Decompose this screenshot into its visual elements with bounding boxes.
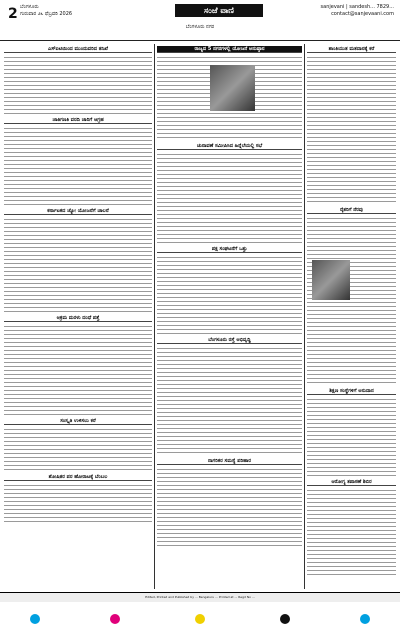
- article-body: [4, 483, 152, 523]
- article-body: [4, 55, 152, 115]
- article-body: [157, 152, 302, 244]
- article-body: [307, 397, 396, 477]
- article-body: [307, 216, 396, 386]
- imprint-line: Edited, Printed and Published by ... Bengaluru ... Printed at ... Regd No ...: [0, 592, 400, 602]
- headline: ಶಿಕ್ಷಣ ಸಂಸ್ಥೆಗಳಿಗೆ ಅನುದಾನ: [307, 388, 396, 395]
- headline: ನಾಗರಿಕರ ಸಮಸ್ಯೆ ಪರಿಹಾರ: [157, 458, 302, 465]
- column-rule: [154, 44, 155, 589]
- article-body: [4, 217, 152, 313]
- headline: ಎಸ್‌ಐಟಿಯಿಂದ ಮುಂದುವರಿದ ತನಿಖೆ: [4, 46, 152, 53]
- headline: ಶಾಂತಿಯುತ ಮತದಾನಕ್ಕೆ ಕರೆ: [307, 46, 396, 53]
- headline: ಕರ್ನಾಟಕದ ಜ್ಯೋ ಯೋಜನೆಗೆ ಚಾಲನೆ: [4, 208, 152, 215]
- black-dot: [280, 614, 290, 624]
- article-body: [157, 255, 302, 335]
- brand-logo: ಸಂಜೆ ವಾಣಿ: [175, 4, 263, 17]
- article-body: [307, 55, 396, 205]
- date-block: ಬೆಂಗಳೂರು ಗುರುವಾರ ೨೬ ಫೆಬ್ರವರಿ 2026: [20, 4, 73, 17]
- left-column: [4, 44, 152, 589]
- right-column: [307, 44, 396, 589]
- headline: ಆರೋಗ್ಯ ತಪಾಸಣೆ ಶಿಬಿರ: [307, 479, 396, 486]
- section-label: ಬೆಂಗಳೂರು ನಗರ: [185, 24, 215, 30]
- contact-block: sanjevani | sandesh... 7829... contact@sanjevaani.com: [320, 4, 394, 17]
- headline: ಅಕ್ರಮ ಮರಳು ದಂಧೆ ಪತ್ತೆ: [4, 315, 152, 322]
- portrait-photo: [312, 260, 350, 300]
- headline: ಜಾತಿಗಣತಿ ವರದಿ ಜಾರಿಗೆ ಆಗ್ರಹ: [4, 117, 152, 124]
- article-body: [157, 346, 302, 456]
- cyan-dot: [360, 614, 370, 624]
- masthead: [0, 0, 400, 41]
- headline: ಶೋಷಿತರ ಪರ ಹೋರಾಟಕ್ಕೆ ಬೆಂಬಲ: [4, 474, 152, 481]
- column-rule: [304, 44, 305, 589]
- article-body: [307, 488, 396, 578]
- lead-headline: ರಾಜ್ಯದ 5 ನಗರಗಳಲ್ಲಿ ಯೋಜನೆ ಅನುಷ್ಠಾನ: [157, 46, 302, 53]
- registration-marks: [0, 610, 400, 628]
- magenta-dot: [110, 614, 120, 624]
- article-body: [157, 467, 302, 547]
- headline: ಪಕ್ಷ ಸಂಘಟನೆಗೆ ಒತ್ತು: [157, 246, 302, 253]
- article-body: [4, 126, 152, 206]
- headline: ರೈತರಿಗೆ ನೆರವು: [307, 207, 396, 214]
- middle-column: [157, 44, 302, 589]
- cyan-dot: [30, 614, 40, 624]
- article-body: [4, 324, 152, 416]
- news-photo: [210, 65, 255, 111]
- article-body: [4, 427, 152, 472]
- yellow-dot: [195, 614, 205, 624]
- page-number: 2: [8, 6, 18, 22]
- headline: ಚುನಾವಣೆ ಸಮೀಪಿಸಿದ ಹಿನ್ನೆಲೆಯಲ್ಲಿ ಸಭೆ: [157, 143, 302, 150]
- headline: ಸಂಸ್ಕೃತಿ ಉಳಿಸಲು ಕರೆ: [4, 418, 152, 425]
- headline: ಬೆಂಗಳೂರು ರಸ್ತೆ ಅಭಿವೃದ್ಧಿ: [157, 337, 302, 344]
